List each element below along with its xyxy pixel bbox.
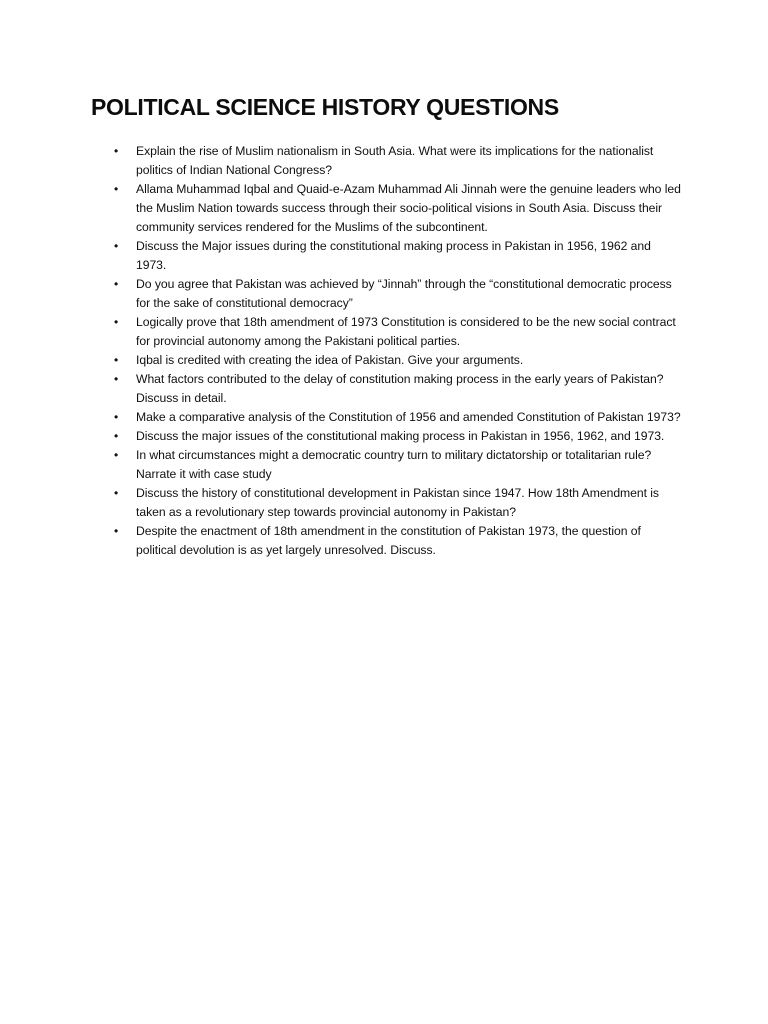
question-text: Despite the enactment of 18th amendment in the constitution of Pakistan 1973, the question of political devolution is as yet largely unresolved. Discuss.: [136, 524, 641, 557]
bullet-icon: •: [114, 353, 119, 367]
list-item: [114, 522, 684, 560]
bullet-icon: •: [114, 410, 119, 424]
bullet-icon: •: [114, 372, 119, 386]
list-item: [114, 351, 684, 370]
question-text: Iqbal is credited with creating the idea of Pakistan. Give your arguments.: [136, 353, 524, 367]
question-text: Discuss the Major issues during the constitutional making process in Pakistan in 1956, 1962 and 1973.: [136, 239, 651, 272]
list-item: [114, 313, 684, 351]
question-text: Allama Muhammad Iqbal and Quaid-e-Azam Muhammad Ali Jinnah were the genuine leaders who led the Muslim Nation towards success through their socio-political visions in South Asia. Discuss their community services rendered for the Muslims of the subcontinent.: [136, 182, 681, 234]
bullet-icon: •: [114, 277, 119, 291]
question-text: Discuss the major issues of the constitutional making process in Pakistan in 1956, 1962, and 1973.: [136, 429, 665, 443]
bullet-icon: •: [114, 182, 119, 196]
question-text: Make a comparative analysis of the Constitution of 1956 and amended Constitution of Pakistan 1973?: [136, 410, 681, 424]
question-text: Logically prove that 18th amendment of 1973 Constitution is considered to be the new social contract for provincial autonomy among the Pakistani political parties.: [136, 315, 676, 348]
question-text: Discuss the history of constitutional development in Pakistan since 1947. How 18th Amendment is taken as a revolutionary step towards provincial autonomy in Pakistan?: [136, 486, 659, 519]
bullet-icon: •: [114, 524, 119, 538]
question-text: What factors contributed to the delay of constitution making process in the early years of Pakistan? Discuss in detail.: [136, 372, 664, 405]
bullet-icon: •: [114, 239, 119, 253]
question-text: Do you agree that Pakistan was achieved by “Jinnah” through the “constitutional democratic process for the sake of constitutional democracy”: [136, 277, 672, 310]
list-item: [114, 427, 684, 446]
list-item: [114, 484, 684, 522]
bullet-icon: •: [114, 315, 119, 329]
page-title: POLITICAL SCIENCE HISTORY QUESTIONS: [91, 94, 559, 120]
question-text: In what circumstances might a democratic country turn to military dictatorship or totalitarian rule? Narrate it with case study: [136, 448, 652, 481]
list-item: [114, 446, 684, 484]
bullet-icon: •: [114, 486, 119, 500]
list-item: [114, 237, 684, 275]
list-item: [114, 180, 684, 237]
list-item: [114, 408, 684, 427]
bullet-icon: •: [114, 429, 119, 443]
list-item: [114, 142, 684, 180]
question-list: [114, 142, 684, 560]
list-item: [114, 370, 684, 408]
bullet-icon: •: [114, 448, 119, 462]
list-item: [114, 275, 684, 313]
bullet-icon: •: [114, 144, 119, 158]
question-text: Explain the rise of Muslim nationalism in South Asia. What were its implications for the nationalist politics of Indian National Congress?: [136, 144, 654, 177]
